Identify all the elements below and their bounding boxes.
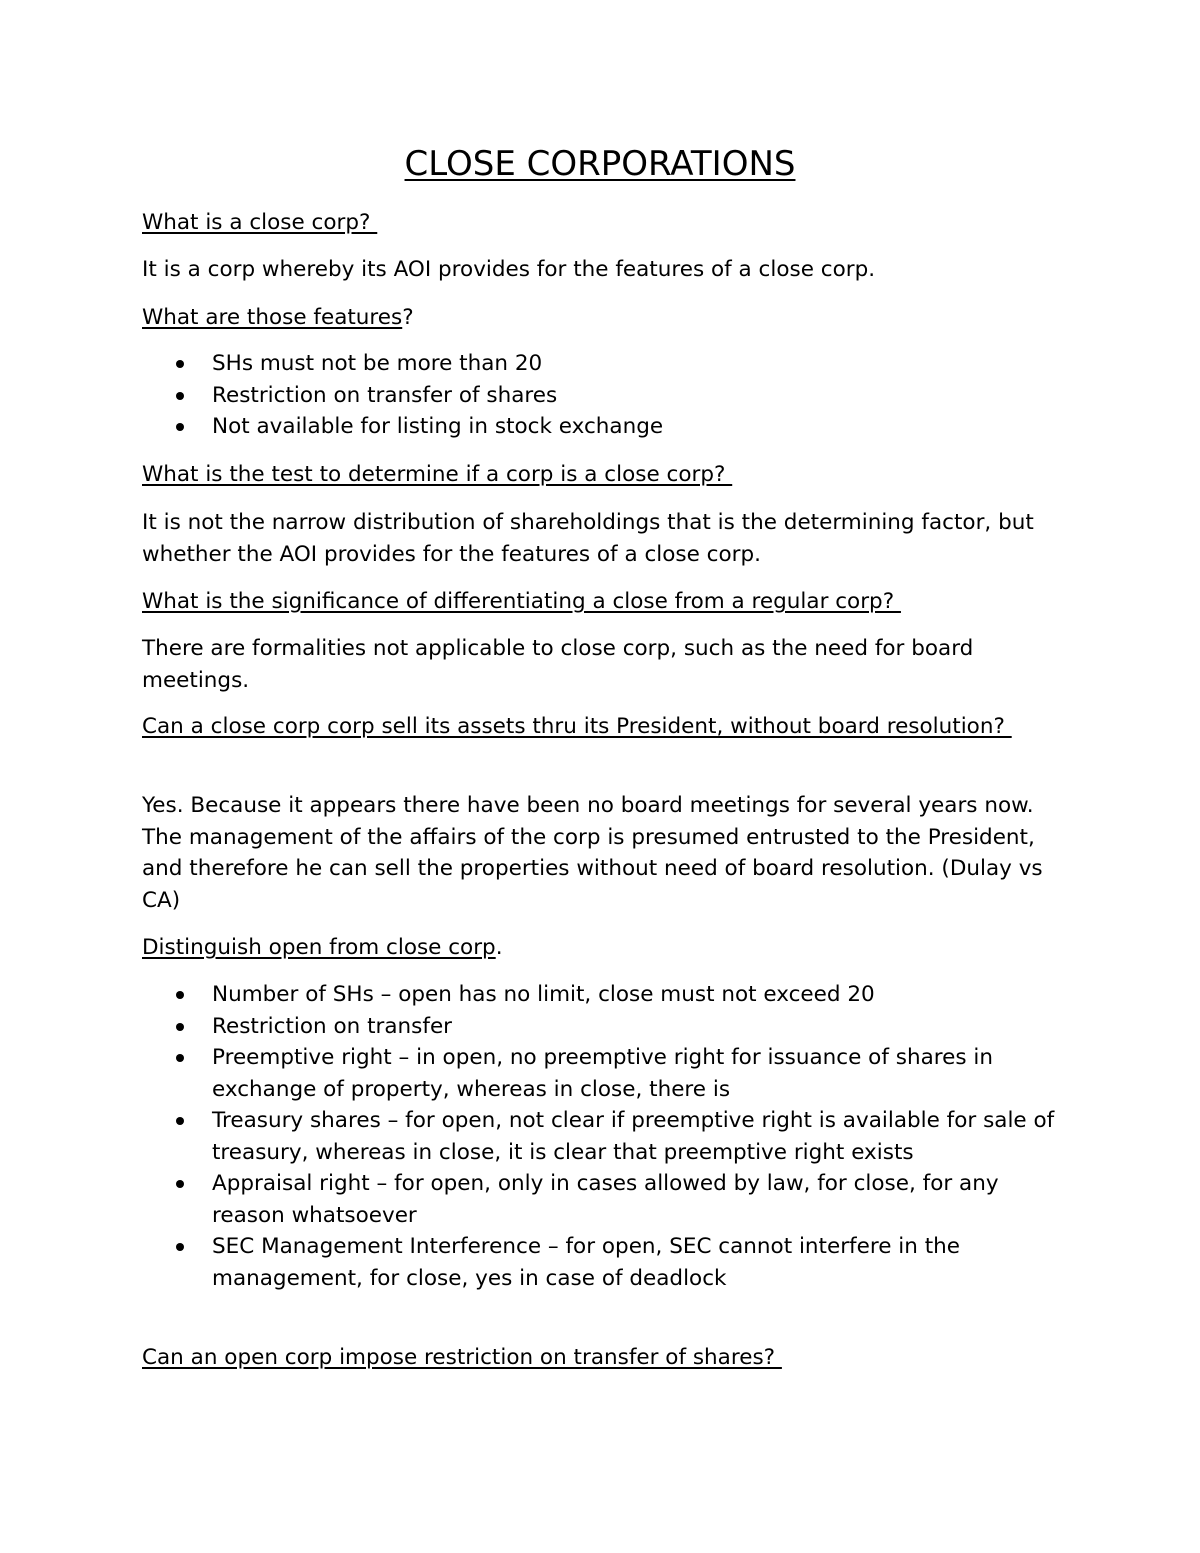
list-item bbox=[142, 380, 1072, 412]
list-item-text: Treasury shares – for open, not clear if preemptive right is available for sale of treasury, whereas in close, it is clear that preemptive right exists bbox=[212, 1108, 1055, 1165]
question-text: What are those features bbox=[142, 305, 403, 330]
bullet-icon bbox=[176, 1243, 184, 1251]
features-list bbox=[142, 348, 1072, 443]
question-distinguish bbox=[142, 932, 1072, 964]
list-item bbox=[142, 1042, 1072, 1105]
bullet-icon bbox=[176, 1117, 184, 1125]
list-item-text: Appraisal right – for open, only in cases allowed by law, for close, for any reason whatsoever bbox=[212, 1171, 999, 1228]
list-item-text: SHs must not be more than 20 bbox=[212, 351, 543, 376]
question-text: What is a close corp? bbox=[142, 210, 378, 235]
question-text: What is the test to determine if a corp is a close corp? bbox=[142, 462, 733, 487]
bullet-icon bbox=[176, 423, 184, 431]
bullet-icon bbox=[176, 991, 184, 999]
bullet-icon bbox=[176, 1023, 184, 1031]
list-item-text: Number of SHs – open has no limit, close must not exceed 20 bbox=[212, 982, 875, 1007]
list-item bbox=[142, 348, 1072, 380]
question-president-sale bbox=[142, 711, 1072, 743]
bullet-icon bbox=[176, 360, 184, 368]
bullet-icon bbox=[176, 392, 184, 400]
bullet-icon bbox=[176, 1054, 184, 1062]
question-punctuation: . bbox=[495, 935, 503, 960]
list-item-text: SEC Management Interference – for open, SEC cannot interfere in the management, for close, yes in case of deadlock bbox=[212, 1234, 960, 1291]
list-item bbox=[142, 1168, 1072, 1231]
list-item-text: Preemptive right – in open, no preemptive right for issuance of shares in exchange of property, whereas in close, there is bbox=[212, 1045, 993, 1102]
list-item bbox=[142, 1011, 1072, 1043]
document-title: CLOSE CORPORATIONS bbox=[404, 144, 796, 184]
question-text: Can a close corp corp sell its assets thru its President, without board resolution? bbox=[142, 714, 1012, 739]
answer-test: It is not the narrow distribution of shareholdings that is the determining factor, but whether the AOI provides for the features of a close corp. bbox=[142, 510, 1034, 567]
list-item-text: Restriction on transfer of shares bbox=[212, 382, 558, 408]
list-item-text: Not available for listing in stock exchange bbox=[212, 414, 664, 439]
question-text: Can an open corp impose restriction on transfer of shares? bbox=[142, 1345, 782, 1370]
list-item bbox=[142, 1231, 1072, 1294]
list-item bbox=[142, 1105, 1072, 1168]
distinctions-list bbox=[142, 979, 1072, 1294]
question-features bbox=[142, 302, 1072, 334]
bullet-icon bbox=[176, 1180, 184, 1188]
answer-president-sale: Yes. Because it appears there have been no board meetings for several years now. The management of the affairs of the corp is presumed entrusted to the President, and therefore he can sell the properties without need of board resolution. (Dulay vs CA) bbox=[142, 793, 1043, 913]
answer-significance: There are formalities not applicable to close corp, such as the need for board meetings. bbox=[142, 636, 974, 693]
answer-what-is-close-corp: It is a corp whereby its AOI provides for the features of a close corp. bbox=[142, 257, 876, 282]
question-test bbox=[142, 459, 1072, 491]
list-item-text: Restriction on transfer bbox=[212, 1013, 453, 1039]
question-open-restriction bbox=[142, 1342, 1072, 1374]
question-significance bbox=[142, 586, 1072, 618]
question-what-is-close-corp bbox=[142, 207, 1072, 239]
question-punctuation: ? bbox=[402, 305, 414, 330]
list-item bbox=[142, 411, 1072, 443]
question-text: Distinguish open from close corp bbox=[142, 935, 496, 960]
question-text: What is the significance of differentiating a close from a regular corp? bbox=[142, 589, 901, 614]
list-item bbox=[142, 979, 1072, 1011]
